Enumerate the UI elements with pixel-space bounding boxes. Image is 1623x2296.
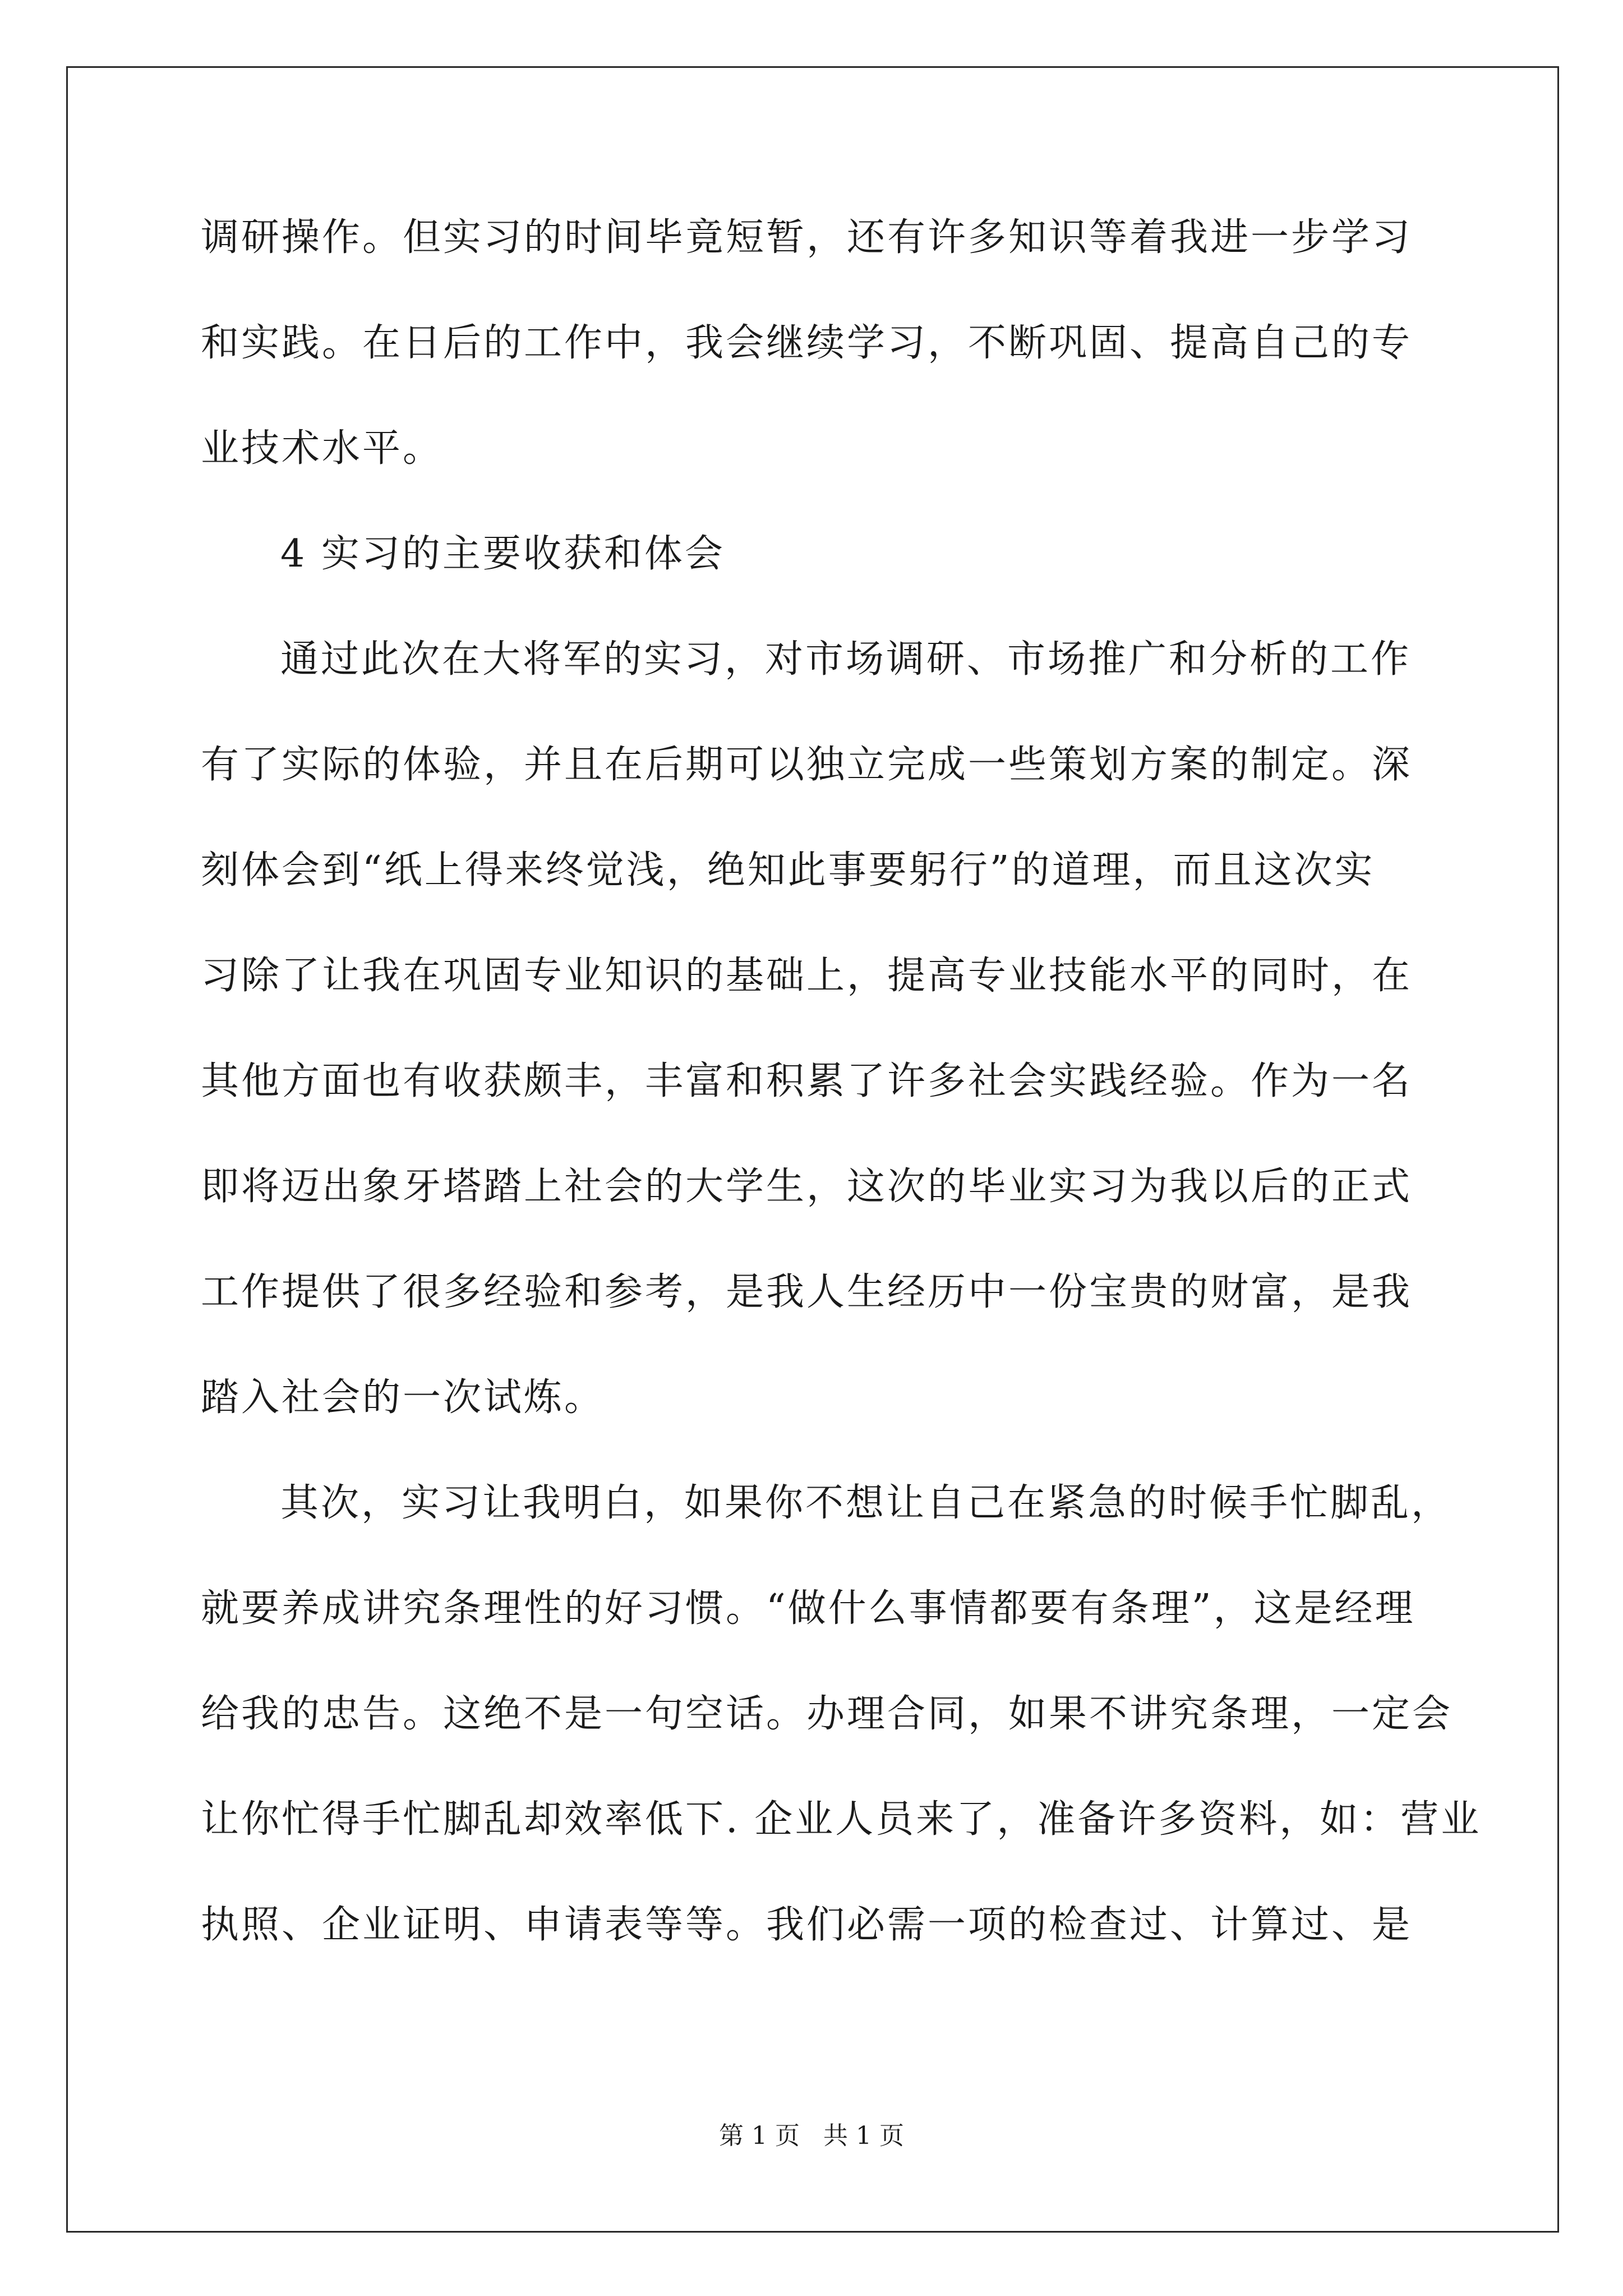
text-line: 其次，实习让我明白，如果你不想让自己在紧急的时候手忙脚乱， — [280, 1481, 1452, 1525]
page-number: 第 1 页 — [719, 2122, 800, 2150]
page-footer — [0, 2120, 1623, 2152]
text-line: 业技术水平。 — [201, 426, 444, 471]
text-line: 执照、企业证明、申请表等等。我们必需一项的检查过、计算过、是 — [201, 1903, 1413, 1947]
text-line: 调研操作。但实习的时间毕竟短暂，还有许多知识等着我进一步学习 — [201, 215, 1413, 260]
text-line: 习除了让我在巩固专业知识的基础上，提高专业技能水平的同时，在 — [201, 954, 1413, 998]
page-total: 共 1 页 — [823, 2122, 904, 2150]
text-line: 就要养成讲究条理性的好习惯。“做什么事情都要有条理”，这是经理 — [201, 1586, 1415, 1631]
text-line: 和实践。在日后的工作中，我会继续学习，不断巩固、提高自己的专 — [201, 321, 1413, 365]
text-line: 给我的忠告。这绝不是一句空话。办理合同，如果不讲究条理，一定会 — [201, 1692, 1453, 1736]
section-heading: 4 实习的主要收获和体会 — [280, 532, 725, 576]
text-line: 刻体会到“纸上得来终觉浅，绝知此事要躬行”的道理，而且这次实 — [201, 848, 1375, 892]
text-line: 即将迈出象牙塔踏上社会的大学生，这次的毕业实习为我以后的正式 — [201, 1165, 1413, 1209]
text-line: 工作提供了很多经验和参考，是我人生经历中一份宝贵的财富，是我 — [201, 1270, 1413, 1314]
text-line: 踏入社会的一次试炼。 — [201, 1375, 605, 1420]
text-line: 其他方面也有收获颇丰，丰富和积累了许多社会实践经验。作为一名 — [201, 1059, 1413, 1103]
text-line: 让你忙得手忙脚乱却效率低下. 企业人员来了，准备许多资料，如：营业 — [201, 1797, 1482, 1842]
text-line: 通过此次在大将军的实习，对市场调研、市场推广和分析的工作 — [280, 637, 1412, 682]
text-line: 有了实际的体验，并且在后期可以独立完成一些策划方案的制定。深 — [201, 743, 1413, 787]
